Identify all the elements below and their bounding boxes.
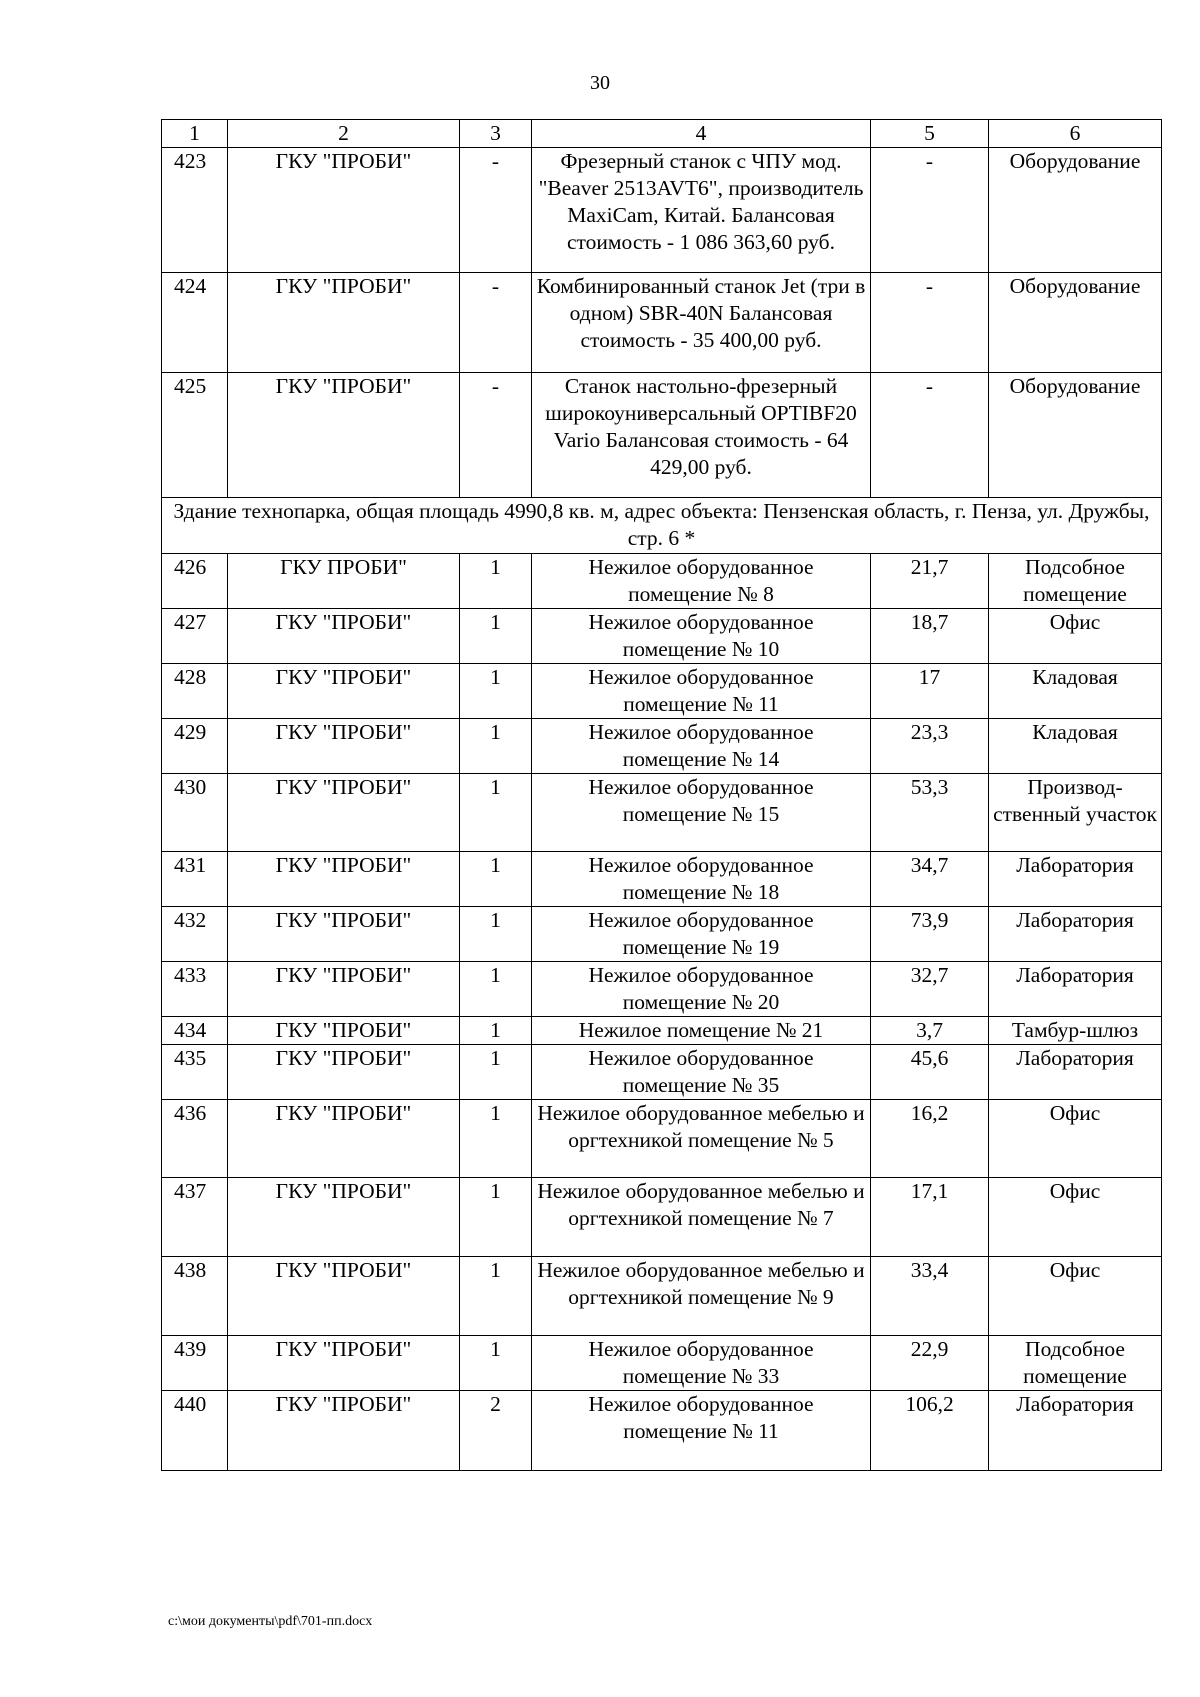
row-number: 434 [162,1017,228,1045]
organization-cell: ГКУ "ПРОБИ" [228,719,460,774]
section-row [162,498,1162,554]
description-cell: Нежилое оборудованное мебелью и оргтехникой помещение № 5 [532,1100,871,1178]
description-cell: Нежилое оборудованное помещение № 10 [532,609,871,664]
row-number: 432 [162,907,228,962]
area-cell: 34,7 [871,852,989,907]
purpose-cell: Кладовая [989,719,1162,774]
quantity-cell: 1 [460,852,532,907]
purpose-cell: Офис [989,1178,1162,1257]
organization-cell: ГКУ "ПРОБИ" [228,907,460,962]
table-row [162,907,1162,962]
purpose-cell: Лаборатория [989,1391,1162,1471]
header-cell: 3 [460,120,532,148]
description-cell: Нежилое оборудованное помещение № 33 [532,1336,871,1391]
organization-cell: ГКУ "ПРОБИ" [228,373,460,498]
area-cell: 23,3 [871,719,989,774]
description-cell: Нежилое оборудованное помещение № 15 [532,774,871,852]
row-number: 440 [162,1391,228,1471]
area-cell: - [871,373,989,498]
row-number: 423 [162,148,228,273]
purpose-cell: Офис [989,1100,1162,1178]
description-cell: Нежилое оборудованное помещение № 11 [532,664,871,719]
description-cell: Нежилое оборудованное помещение № 8 [532,554,871,609]
table-row [162,1100,1162,1178]
area-cell: 32,7 [871,962,989,1017]
purpose-cell: Оборудование [989,273,1162,373]
quantity-cell: 2 [460,1391,532,1471]
table-row [162,962,1162,1017]
purpose-cell: Офис [989,1257,1162,1336]
description-cell: Нежилое оборудованное мебелью и оргтехникой помещение № 9 [532,1257,871,1336]
page-number: 30 [590,72,610,94]
area-cell: 22,9 [871,1336,989,1391]
purpose-cell: Оборудование [989,148,1162,273]
section-title: Здание технопарка, общая площадь 4990,8 кв. м, адрес объекта: Пензенская область, г. Пенза, ул. Дружбы, стр. 6 * [162,498,1162,554]
purpose-cell: Оборудование [989,373,1162,498]
purpose-cell: Лаборатория [989,1045,1162,1100]
header-cell: 1 [162,120,228,148]
purpose-cell: Тамбур-шлюз [989,1017,1162,1045]
description-cell: Нежилое оборудованное помещение № 11 [532,1391,871,1471]
header-cell: 2 [228,120,460,148]
quantity-cell: 1 [460,962,532,1017]
description-cell: Нежилое оборудованное помещение № 19 [532,907,871,962]
organization-cell: ГКУ "ПРОБИ" [228,664,460,719]
purpose-cell: Лаборатория [989,907,1162,962]
organization-cell: ГКУ "ПРОБИ" [228,1391,460,1471]
row-number: 424 [162,273,228,373]
quantity-cell: 1 [460,1178,532,1257]
row-number: 433 [162,962,228,1017]
row-number: 425 [162,373,228,498]
quantity-cell: 1 [460,907,532,962]
organization-cell: ГКУ ПРОБИ" [228,554,460,609]
table-row [162,1336,1162,1391]
description-cell: Нежилое оборудованное помещение № 20 [532,962,871,1017]
description-cell: Нежилое оборудованное помещение № 14 [532,719,871,774]
description-cell: Комбинированный станок Jet (три в одном) SBR-40N Балансовая стоимость - 35 400,00 руб. [532,273,871,373]
table-row [162,1391,1162,1471]
area-cell: 18,7 [871,609,989,664]
quantity-cell: 1 [460,719,532,774]
table-row [162,554,1162,609]
quantity-cell: - [460,373,532,498]
purpose-cell: Подсобное помещение [989,554,1162,609]
area-cell: 45,6 [871,1045,989,1100]
quantity-cell: 1 [460,1257,532,1336]
description-cell: Фрезерный станок с ЧПУ мод. "Beaver 2513AVT6", производитель MaxiCam, Китай. Балансовая стоимость - 1 086 363,60 руб. [532,148,871,273]
quantity-cell: 1 [460,1336,532,1391]
organization-cell: ГКУ "ПРОБИ" [228,1336,460,1391]
row-number: 427 [162,609,228,664]
description-cell: Нежилое оборудованное мебелью и оргтехникой помещение № 7 [532,1178,871,1257]
table-row [162,1017,1162,1045]
organization-cell: ГКУ "ПРОБИ" [228,148,460,273]
row-number: 435 [162,1045,228,1100]
table-row [162,273,1162,373]
organization-cell: ГКУ "ПРОБИ" [228,1100,460,1178]
header-cell: 6 [989,120,1162,148]
table-row [162,1045,1162,1100]
table-row [162,148,1162,273]
purpose-cell: Кладовая [989,664,1162,719]
area-cell: 53,3 [871,774,989,852]
table-row [162,1257,1162,1336]
row-number: 436 [162,1100,228,1178]
area-cell: - [871,273,989,373]
purpose-cell: Лаборатория [989,852,1162,907]
row-number: 430 [162,774,228,852]
organization-cell: ГКУ "ПРОБИ" [228,774,460,852]
organization-cell: ГКУ "ПРОБИ" [228,609,460,664]
organization-cell: ГКУ "ПРОБИ" [228,1045,460,1100]
quantity-cell: - [460,148,532,273]
area-cell: 3,7 [871,1017,989,1045]
quantity-cell: - [460,273,532,373]
row-number: 428 [162,664,228,719]
organization-cell: ГКУ "ПРОБИ" [228,1257,460,1336]
row-number: 426 [162,554,228,609]
table-row [162,852,1162,907]
table-row [162,609,1162,664]
row-number: 431 [162,852,228,907]
footer-file-path: c:\мои документы\pdf\701-пп.docx [168,1614,373,1629]
area-cell: 21,7 [871,554,989,609]
organization-cell: ГКУ "ПРОБИ" [228,1178,460,1257]
header-cell: 4 [532,120,871,148]
purpose-cell: Офис [989,609,1162,664]
row-number: 429 [162,719,228,774]
quantity-cell: 1 [460,664,532,719]
table-row [162,719,1162,774]
quantity-cell: 1 [460,609,532,664]
header-cell: 5 [871,120,989,148]
organization-cell: ГКУ "ПРОБИ" [228,852,460,907]
header-row [162,120,1162,148]
organization-cell: ГКУ "ПРОБИ" [228,273,460,373]
area-cell: 106,2 [871,1391,989,1471]
quantity-cell: 1 [460,774,532,852]
description-cell: Нежилое оборудованное помещение № 35 [532,1045,871,1100]
organization-cell: ГКУ "ПРОБИ" [228,1017,460,1045]
area-cell: 33,4 [871,1257,989,1336]
area-cell: 17,1 [871,1178,989,1257]
property-register-table [161,119,1162,1471]
purpose-cell: Лаборатория [989,962,1162,1017]
description-cell: Нежилое оборудованное помещение № 18 [532,852,871,907]
area-cell: - [871,148,989,273]
row-number: 437 [162,1178,228,1257]
quantity-cell: 1 [460,1045,532,1100]
quantity-cell: 1 [460,554,532,609]
description-cell: Станок настольно-фрезерный широкоуниверсальный OPTIBF20 Vario Балансовая стоимость - 64 429,00 руб. [532,373,871,498]
organization-cell: ГКУ "ПРОБИ" [228,962,460,1017]
area-cell: 16,2 [871,1100,989,1178]
area-cell: 73,9 [871,907,989,962]
purpose-cell: Производ-ственный участок [989,774,1162,852]
table-row [162,664,1162,719]
table-row [162,373,1162,498]
quantity-cell: 1 [460,1100,532,1178]
table-row [162,774,1162,852]
purpose-cell: Подсобное помещение [989,1336,1162,1391]
quantity-cell: 1 [460,1017,532,1045]
area-cell: 17 [871,664,989,719]
description-cell: Нежилое помещение № 21 [532,1017,871,1045]
row-number: 439 [162,1336,228,1391]
row-number: 438 [162,1257,228,1336]
table-row [162,1178,1162,1257]
